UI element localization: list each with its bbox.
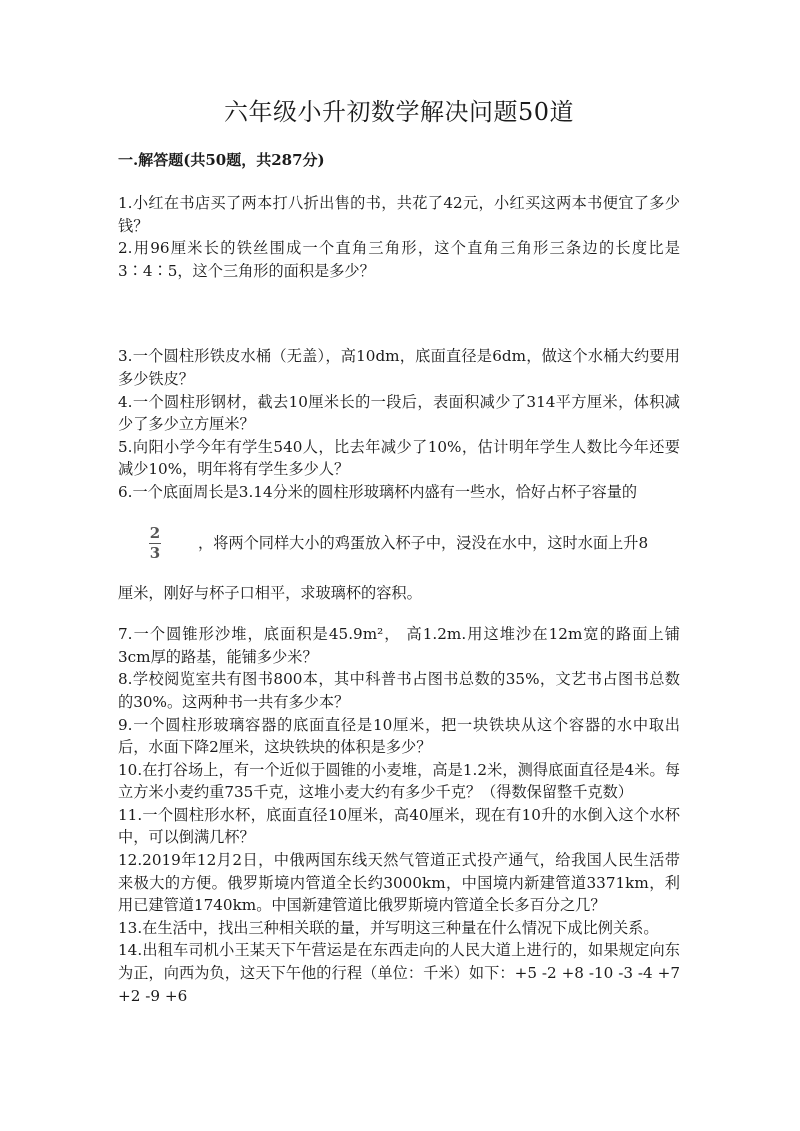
section-heading: 一.解答题(共50题，共287分) (118, 151, 325, 169)
fraction-denominator: 3 (149, 544, 161, 563)
question-7: 7.一个圆锥形沙堆，底面积是45.9m²， 高1.2m.用这堆沙在12m宽的路面上铺3cm厚的路基，能铺多少米？ (118, 625, 680, 666)
question-8: 8.学校阅览室共有图书800本，其中科普书占图书总数的35%，文艺书占图书总数的30%。这两种书一共有多少本？ (118, 670, 680, 711)
fraction-two-thirds (142, 525, 168, 562)
question-6-part-2: ，将两个同样大小的鸡蛋放入杯子中，浸没在水中，这时水面上升8 (198, 534, 649, 553)
question-1: 1.小红在书店买了两本打八折出售的书，共花了42元，小红买这两本书便宜了多少钱？ (118, 194, 680, 235)
page-title: 六年级小升初数学解决问题50道 (223, 98, 575, 126)
question-2: 2.用96厘米长的铁丝围成一个直角三角形，这个直角三角形三条边的长度比是3∶4∶5，这个三角形的面积是多少？ (118, 239, 680, 280)
question-9: 9.一个圆柱形玻璃容器的底面直径是10厘米，把一块铁块从这个容器的水中取出后，水面下降2厘米，这块铁块的体积是多少？ (118, 715, 680, 757)
question-14: 14.出租车司机小王某天下午营运是在东西走向的人民大道上进行的，如果规定向东为正，向西为负，这天下午他的行程（单位：千米）如下：+5 -2 +8 -10 -3 -4 +7 +2 -9 +6 (118, 941, 680, 1005)
question-6-fraction-line (118, 522, 680, 566)
question-6-part-1: 6.一个底面周长是3.14分米的圆柱形玻璃杯内盛有一些水，恰好占杯子容量的 (118, 482, 638, 501)
fraction-numerator: 2 (149, 524, 161, 543)
question-5: 5.向阳小学今年有学生540人，比去年减少了10%，估计明年学生人数比今年还要减少10%，明年将有学生多少人？ (118, 437, 680, 479)
question-10: 10.在打谷场上，有一个近似于圆锥的小麦堆，高是1.2米，测得底面直径是4米。每立方米小麦约重735千克，这堆小麦大约有多少千克？（得数保留整千克数） (118, 760, 680, 802)
question-3: 3.一个圆柱形铁皮水桶（无盖），高10dm，底面直径是6dm，做这个水桶大约要用多少铁皮？ (118, 347, 680, 388)
question-6-part-3: 厘米，刚好与杯子口相平，求玻璃杯的容积。 (118, 583, 422, 602)
question-4: 4.一个圆柱形钢材，截去10厘米长的一段后，表面积减少了314平方厘米，体积减少了多少立方厘米？ (118, 392, 680, 434)
question-12: 12.2019年12月2日，中俄两国东线天然气管道正式投产通气，给我国人民生活带来极大的方便。俄罗斯境内管道全长约3000km，中国境内新建管道3371km，利用已建管道1740km。中国新建管道比俄罗斯境内管道全长多百分之几？ (118, 851, 680, 915)
question-13: 13.在生活中，找出三种相关联的量，并写明这三种量在什么情况下成比例关系。 (118, 918, 659, 937)
question-11: 11.一个圆柱形水杯，底面直径10厘米，高40厘米，现在有10升的水倒入这个水杯中，可以倒满几杯？ (118, 805, 680, 847)
